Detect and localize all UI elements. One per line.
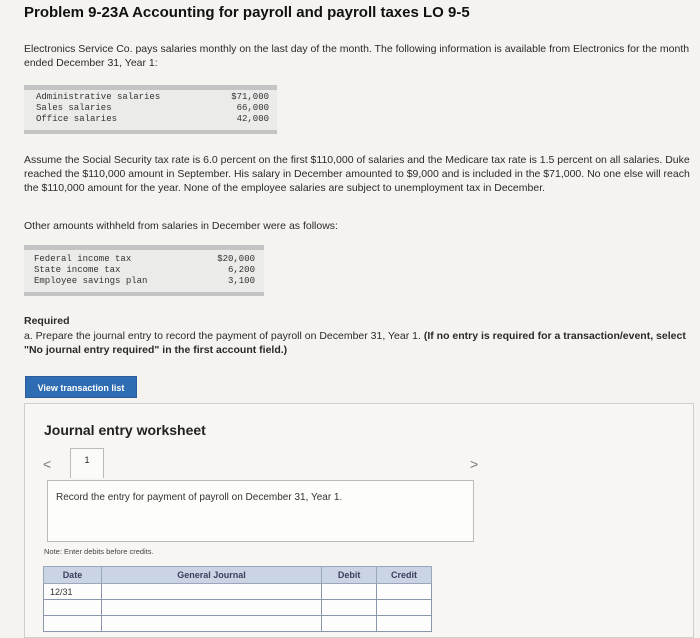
debit-field[interactable] — [322, 616, 377, 632]
required-text — [24, 329, 698, 357]
page-tab-1[interactable]: 1 — [70, 448, 104, 478]
credit-field[interactable] — [377, 616, 432, 632]
instruction-text: Record the entry for payment of payroll on December 31, Year 1. — [56, 492, 343, 503]
chevron-left-icon[interactable]: < — [43, 456, 52, 472]
journal-entry-worksheet — [24, 403, 694, 638]
journal-table — [43, 566, 432, 632]
column-header-credit: Credit — [377, 567, 432, 584]
worksheet-title: Journal entry worksheet — [44, 422, 206, 438]
required-note: (If no entry is required for a transaction/event, select "No journal entry required" in the first account field.) — [24, 330, 686, 356]
salary-label: Sales salaries — [36, 103, 112, 113]
salaries-table — [24, 85, 277, 134]
column-header-date: Date — [44, 567, 102, 584]
date-cell: 12/31 — [44, 584, 102, 600]
date-cell — [44, 600, 102, 616]
view-transaction-list-button[interactable]: View transaction list — [25, 376, 137, 398]
date-cell — [44, 616, 102, 632]
withholding-label: State income tax — [34, 265, 121, 275]
account-field[interactable] — [101, 600, 321, 616]
salary-value: 42,000 — [236, 114, 269, 124]
assumption-paragraph: Assume the Social Security tax rate is 6.0 percent on the first $110,000 of salaries and the Medicare tax rate is 1.5 percent on all salaries. Duke reached the $110,000 amount in September. His salary in December amounted to $9,000 and is included in the $71,000. No one else will reach the $110,000 amount for the year. None of the employee salaries are subject to unemployment tax in December. — [24, 154, 690, 194]
salary-row — [24, 103, 277, 114]
salary-value: 66,000 — [236, 103, 269, 113]
salary-value: $71,000 — [231, 92, 269, 102]
problem-title: Problem 9-23A Accounting for payroll and payroll taxes LO 9-5 — [24, 4, 470, 21]
debits-note: Note: Enter debits before credits. — [44, 547, 154, 556]
withholding-row — [24, 254, 264, 265]
withholding-label: Employee savings plan — [34, 276, 148, 286]
withholding-value: $20,000 — [217, 254, 255, 264]
required-heading: Required — [24, 315, 70, 327]
credit-field[interactable] — [377, 584, 432, 600]
debit-field[interactable] — [322, 584, 377, 600]
chevron-right-icon[interactable]: > — [470, 456, 479, 472]
salary-label: Office salaries — [36, 114, 118, 124]
salary-label: Administrative salaries — [36, 92, 161, 102]
account-field[interactable] — [101, 584, 321, 600]
withholding-label: Federal income tax — [34, 254, 132, 264]
journal-row — [44, 616, 432, 632]
column-header-debit: Debit — [322, 567, 377, 584]
credit-field[interactable] — [377, 600, 432, 616]
withholding-value: 6,200 — [227, 265, 255, 275]
journal-row — [44, 600, 432, 616]
required-instruction: a. Prepare the journal entry to record the payment of payroll on December 31, Year 1. — [24, 330, 421, 342]
withheld-intro: Other amounts withheld from salaries in December were as follows: — [24, 220, 338, 232]
withholding-row — [24, 265, 264, 276]
withholding-row — [24, 276, 264, 287]
instruction-box — [47, 480, 474, 542]
account-field[interactable] — [101, 616, 321, 632]
column-header-account: General Journal — [101, 567, 321, 584]
salary-row — [24, 92, 277, 103]
withholdings-table — [24, 245, 264, 296]
journal-row — [44, 584, 432, 600]
salary-row — [24, 114, 277, 125]
debit-field[interactable] — [322, 600, 377, 616]
withholding-value: 3,100 — [227, 276, 255, 286]
intro-paragraph: Electronics Service Co. pays salaries monthly on the last day of the month. The following information is available from Electronics for the month ended December 31, Year 1: — [24, 43, 690, 69]
